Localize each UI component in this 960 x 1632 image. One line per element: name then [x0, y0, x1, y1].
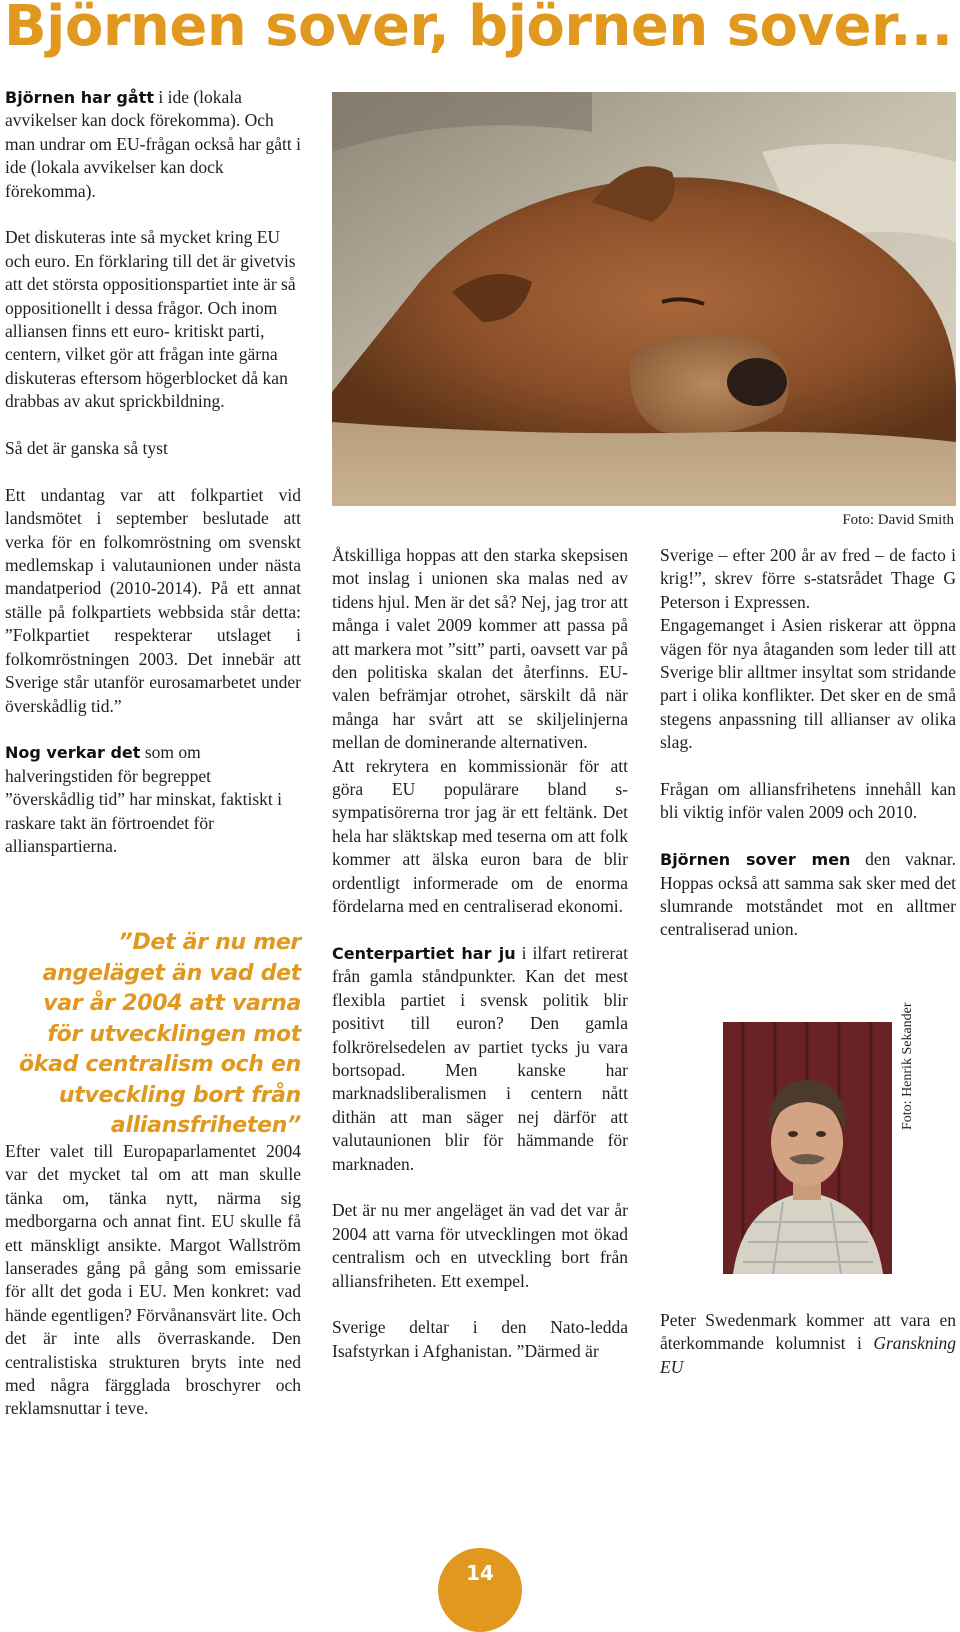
paragraph-text: som om halveringstiden för begreppet ”överskådlig tid” har minskat, faktiskt i raskare takt än förtroendet för allianspartierna. [5, 742, 283, 856]
paragraph: Sverige – efter 200 år av fred – de facto i krig!”, skrev förre s-statsrådet Thage G Peterson i Expressen. [660, 545, 956, 612]
lead-in: Centerpartiet har ju [332, 943, 516, 963]
paragraph: Efter valet till Europaparlamentet 2004 var det mycket tal om att man skulle tänka om, tänka nytt, närma sig medborgarna och annat fint. EU skulle få ett mänskligt ansikte. Margot Wallström lanserades gång på gång som emissarie för allt det goda i EU. Men konkret: vad hände egentligen? Förvånansvärt lite. Och det är inte alls överraskande. Den centralistiska strukturen bryts inte ned med några färgglada broschyrer och reklamsnuttar i teve. [5, 1141, 301, 1419]
paragraph: Frågan om alliansfrihetens innehåll kan bli viktig inför valen 2009 och 2010. [660, 779, 956, 823]
paragraph [5, 86, 301, 203]
pull-quote: ”Det är nu mer angeläget än vad det var år 2004 att varna för utvecklingen mot ökad centralism och en utveckling bort från alliansfriheten” [18, 930, 301, 1138]
paragraph-text: i ide (lokala avvikelser kan dock förekomma). Och man undrar om EU-frågan också har gått i ide (lokala avvikelser kan dock förekomma). [5, 87, 301, 201]
lead-in: Björnen sover men [660, 850, 851, 870]
paragraph: Det diskuteras inte så mycket kring EU och euro. En förklaring till det är givetvis att det största oppositionspartiet inte är så oppositionellt i dessa frågor. Och inom alliansen finns ett euro- kritiskt parti, centern, vilket gör att frågan inte gärna diskuteras eftersom högerblocket då kan drabbas av akut sprickbildning. [5, 227, 296, 412]
lead-in: Nog verkar det [5, 743, 141, 763]
paragraph-text: den vaknar. Hoppas också att samma sak sker med det slumrande motståndet mot en alltmer centraliserad union. [660, 849, 956, 940]
page-number: 14 [438, 1548, 522, 1632]
paragraph: Det är nu mer angeläget än vad det var år 2004 att varna för utvecklingen mot ökad centralism och en utveckling bort från alliansfriheten. Ett exempel. [332, 1200, 628, 1291]
bear-photo-credit: Foto: David Smith [842, 512, 954, 528]
bio-paragraph [660, 1309, 956, 1379]
portrait-image [723, 1022, 892, 1274]
author-bio [660, 1309, 956, 1379]
portrait-photo-credit [900, 990, 916, 1130]
paragraph: Engagemanget i Asien riskerar att öppna vägen för nya åtaganden som leder till att Sverige blir alltmer insyltat som stridande part i olika konflikter. Det sker en de små stegens anpassning till allianser av olika slag. [660, 615, 956, 753]
sleeping-bear-image [332, 92, 956, 506]
paragraph: Ett undantag var att folkpartiet vid landsmötet i september beslutade att verka för en folkomröstning om svenskt medlemskap i valutaunionen under nästa mandatperiod (2010-2014). På ett annat ställe på folkpartiets webbsida står detta: ”Folkpartiet respekterar utslaget i folkomröstningen 2003. Det innebär att Sverige står utanför eurosamarbetet under överskådlig tid.” [5, 484, 301, 716]
paragraph [660, 848, 956, 942]
headline: Björnen sover, björnen sover... [4, 0, 953, 59]
paragraph-text: i ilfart retirerat från gamla ståndpunkter. Kan det mest flexibla partiet i svensk politik blir positivt till euron? Den gamla folkrörelsedelen av partiet tycks ju vara bortsopad. Men kanske har marknadsliberalismen i centern nått dithän att man säger nej därför att valutaunionen blir för hämmande för marknaden. [332, 942, 628, 1174]
column-2 [332, 544, 628, 1363]
lead-in: Björnen har gått [5, 88, 154, 107]
paragraph: Sverige deltar i den Nato-ledda Isafstyrkan i Afghanistan. ”Därmed är [332, 1317, 628, 1361]
bear-photo [332, 92, 956, 506]
column-1-bottom [5, 1140, 301, 1421]
paragraph: Att rekrytera en kommissionär för att göra EU populärare bland s- sympatisörerna tror jag är ett feltänk. Det hela har släktskap med teserna om att folk kommer att älska euron bara de blir ordentligt informerade om de enorma fördelarna med en centraliserad ekonomi. [332, 755, 628, 917]
publication-name: Granskning EU [660, 1333, 956, 1377]
column-3 [660, 544, 956, 942]
bio-text: Peter Swedenmark kommer att vara en återkommande kolumnist i [660, 1310, 956, 1354]
author-portrait [723, 1022, 892, 1274]
paragraph [5, 741, 301, 858]
paragraph [332, 942, 628, 1176]
portrait-credit-text: Foto: Henrik Sekander [900, 1002, 915, 1130]
subheading: Så det är ganska så tyst [5, 438, 168, 459]
paragraph: Åtskilliga hoppas att den starka skepsisen mot inslag i unionen ska malas ned av tidens hjul. Men är det så? Nej, jag tror att många i valet 2009 kommer att passa på att markera mot ”sitt” parti, oavsett var på den politiska skalan det återfinns. EU-valen befrämjar otrohet, särskilt då när många har svårt att se skiljelinjerna mellan de dominerande alternativen. [332, 545, 628, 753]
column-1-top [5, 86, 301, 858]
